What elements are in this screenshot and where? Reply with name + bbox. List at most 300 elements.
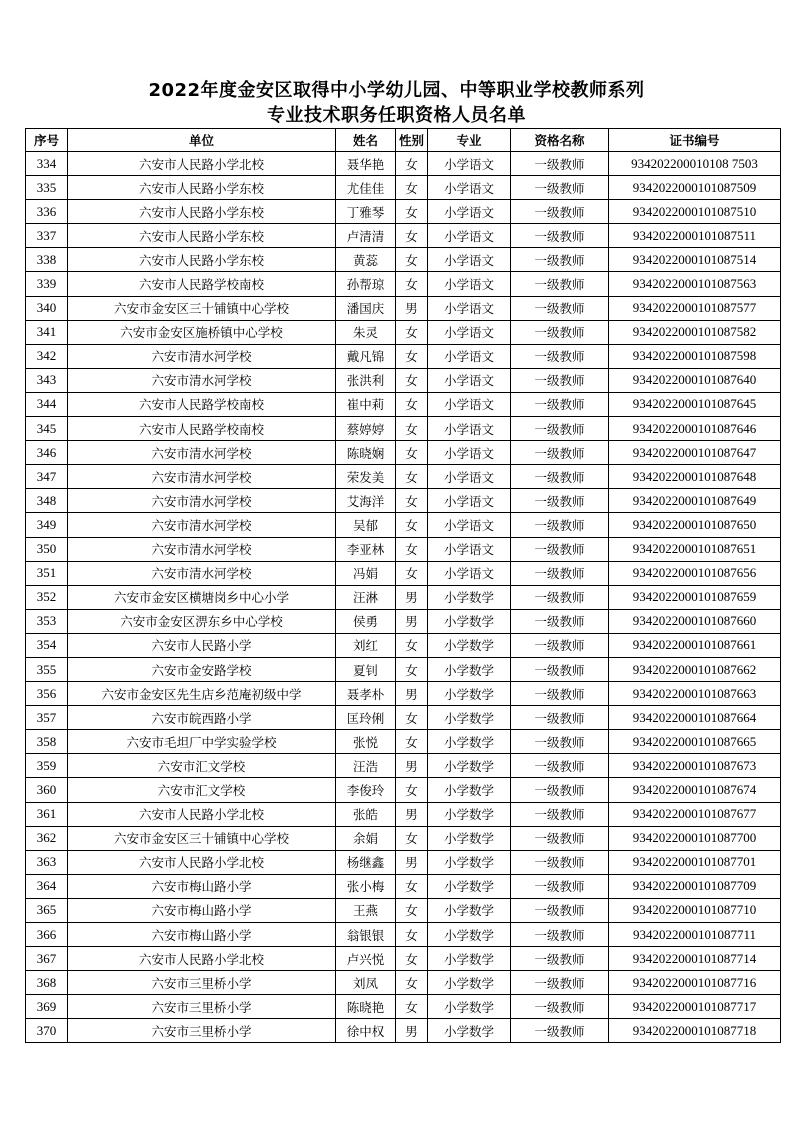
row-qualification: 一级教师 xyxy=(511,320,609,344)
table-row xyxy=(26,296,781,320)
row-major: 小学数学 xyxy=(428,850,511,874)
row-unit: 六安市清水河学校 xyxy=(68,561,336,585)
row-index: 354 xyxy=(26,633,68,657)
table-row xyxy=(26,513,781,537)
table-row xyxy=(26,657,781,681)
row-certificate: 9342022000101087717 xyxy=(609,995,781,1019)
row-major: 小学数学 xyxy=(428,874,511,898)
row-qualification: 一级教师 xyxy=(511,489,609,513)
row-index: 350 xyxy=(26,537,68,561)
row-qualification: 一级教师 xyxy=(511,730,609,754)
row-major: 小学数学 xyxy=(428,826,511,850)
header-major: 专业 xyxy=(428,129,511,152)
row-name: 徐中权 xyxy=(336,1019,396,1043)
row-gender: 男 xyxy=(396,296,428,320)
row-unit: 六安市梅山路小学 xyxy=(68,874,336,898)
row-gender: 女 xyxy=(396,633,428,657)
row-gender: 女 xyxy=(396,344,428,368)
row-gender: 女 xyxy=(396,489,428,513)
row-unit: 六安市金安区三十铺镇中心学校 xyxy=(68,296,336,320)
row-certificate: 9342022000101087651 xyxy=(609,537,781,561)
row-unit: 六安市金安区施桥镇中心学校 xyxy=(68,320,336,344)
row-certificate: 9342022000101087510 xyxy=(609,200,781,224)
row-index: 353 xyxy=(26,609,68,633)
row-qualification: 一级教师 xyxy=(511,200,609,224)
header-gender: 性别 xyxy=(396,129,428,152)
row-certificate: 9342022000101087646 xyxy=(609,417,781,441)
table-row xyxy=(26,200,781,224)
row-certificate: 9342022000101087509 xyxy=(609,176,781,200)
table-header-row xyxy=(26,129,781,152)
row-index: 349 xyxy=(26,513,68,537)
table-row xyxy=(26,176,781,200)
row-unit: 六安市皖西路小学 xyxy=(68,706,336,730)
row-index: 363 xyxy=(26,850,68,874)
row-index: 343 xyxy=(26,368,68,392)
table-row xyxy=(26,706,781,730)
row-gender: 男 xyxy=(396,802,428,826)
table-row xyxy=(26,392,781,416)
table-row xyxy=(26,730,781,754)
row-qualification: 一级教师 xyxy=(511,296,609,320)
row-major: 小学数学 xyxy=(428,730,511,754)
table-row xyxy=(26,850,781,874)
row-index: 337 xyxy=(26,224,68,248)
row-name: 蔡婷婷 xyxy=(336,417,396,441)
row-index: 336 xyxy=(26,200,68,224)
row-gender: 女 xyxy=(396,368,428,392)
row-index: 368 xyxy=(26,971,68,995)
row-certificate: 9342022000101087650 xyxy=(609,513,781,537)
row-name: 夏钊 xyxy=(336,657,396,681)
row-gender: 女 xyxy=(396,947,428,971)
row-certificate: 9342022000101087718 xyxy=(609,1019,781,1043)
row-major: 小学语文 xyxy=(428,392,511,416)
row-major: 小学语文 xyxy=(428,176,511,200)
row-gender: 男 xyxy=(396,850,428,874)
row-gender: 女 xyxy=(396,971,428,995)
row-name: 匡玲俐 xyxy=(336,706,396,730)
row-qualification: 一级教师 xyxy=(511,417,609,441)
row-major: 小学数学 xyxy=(428,1019,511,1043)
row-certificate: 9342022000101087577 xyxy=(609,296,781,320)
row-name: 荣发美 xyxy=(336,465,396,489)
row-certificate: 9342022000101087711 xyxy=(609,923,781,947)
row-index: 338 xyxy=(26,248,68,272)
row-certificate: 9342022000101087649 xyxy=(609,489,781,513)
row-certificate: 9342022000101087673 xyxy=(609,754,781,778)
row-certificate: 9342022000101087511 xyxy=(609,224,781,248)
row-index: 358 xyxy=(26,730,68,754)
row-index: 366 xyxy=(26,923,68,947)
row-qualification: 一级教师 xyxy=(511,971,609,995)
row-unit: 六安市三里桥小学 xyxy=(68,1019,336,1043)
row-certificate: 9342022000101087714 xyxy=(609,947,781,971)
row-certificate: 9342022000101087661 xyxy=(609,633,781,657)
row-unit: 六安市人民路小学 xyxy=(68,633,336,657)
row-qualification: 一级教师 xyxy=(511,850,609,874)
row-name: 汪浩 xyxy=(336,754,396,778)
row-index: 345 xyxy=(26,417,68,441)
row-unit: 六安市三里桥小学 xyxy=(68,995,336,1019)
row-major: 小学数学 xyxy=(428,657,511,681)
row-name: 张皓 xyxy=(336,802,396,826)
row-gender: 女 xyxy=(396,874,428,898)
row-unit: 六安市梅山路小学 xyxy=(68,898,336,922)
row-index: 347 xyxy=(26,465,68,489)
row-name: 戴凡锦 xyxy=(336,344,396,368)
row-certificate: 9342022000101087716 xyxy=(609,971,781,995)
row-unit: 六安市清水河学校 xyxy=(68,441,336,465)
row-qualification: 一级教师 xyxy=(511,248,609,272)
row-gender: 女 xyxy=(396,441,428,465)
row-gender: 女 xyxy=(396,152,428,176)
row-gender: 女 xyxy=(396,272,428,296)
row-certificate: 9342022000101087563 xyxy=(609,272,781,296)
row-index: 357 xyxy=(26,706,68,730)
row-unit: 六安市人民路小学北校 xyxy=(68,947,336,971)
table-row xyxy=(26,609,781,633)
row-certificate: 9342022000101087700 xyxy=(609,826,781,850)
row-unit: 六安市金安区横塘岗乡中心小学 xyxy=(68,585,336,609)
row-name: 聂华艳 xyxy=(336,152,396,176)
row-index: 341 xyxy=(26,320,68,344)
row-gender: 女 xyxy=(396,995,428,1019)
row-gender: 男 xyxy=(396,682,428,706)
row-certificate: 9342022000101087660 xyxy=(609,609,781,633)
row-unit: 六安市清水河学校 xyxy=(68,465,336,489)
row-gender: 男 xyxy=(396,1019,428,1043)
row-name: 汪淋 xyxy=(336,585,396,609)
table-row xyxy=(26,561,781,585)
row-major: 小学数学 xyxy=(428,633,511,657)
row-qualification: 一级教师 xyxy=(511,874,609,898)
row-qualification: 一级教师 xyxy=(511,923,609,947)
row-gender: 女 xyxy=(396,513,428,537)
row-unit: 六安市清水河学校 xyxy=(68,344,336,368)
row-major: 小学语文 xyxy=(428,344,511,368)
row-qualification: 一级教师 xyxy=(511,898,609,922)
row-name: 崔中莉 xyxy=(336,392,396,416)
table-row xyxy=(26,344,781,368)
row-index: 351 xyxy=(26,561,68,585)
table-row xyxy=(26,272,781,296)
row-index: 369 xyxy=(26,995,68,1019)
row-index: 362 xyxy=(26,826,68,850)
row-name: 张悦 xyxy=(336,730,396,754)
row-unit: 六安市人民路小学北校 xyxy=(68,152,336,176)
table-row xyxy=(26,995,781,1019)
row-name: 张洪利 xyxy=(336,368,396,392)
row-major: 小学数学 xyxy=(428,971,511,995)
row-qualification: 一级教师 xyxy=(511,706,609,730)
row-index: 342 xyxy=(26,344,68,368)
row-gender: 男 xyxy=(396,585,428,609)
row-major: 小学语文 xyxy=(428,296,511,320)
row-qualification: 一级教师 xyxy=(511,392,609,416)
row-major: 小学语文 xyxy=(428,368,511,392)
row-index: 361 xyxy=(26,802,68,826)
row-gender: 女 xyxy=(396,898,428,922)
row-major: 小学数学 xyxy=(428,706,511,730)
row-certificate: 9342022000101087664 xyxy=(609,706,781,730)
row-gender: 女 xyxy=(396,320,428,344)
row-index: 340 xyxy=(26,296,68,320)
row-name: 艾海洋 xyxy=(336,489,396,513)
row-qualification: 一级教师 xyxy=(511,826,609,850)
row-qualification: 一级教师 xyxy=(511,802,609,826)
row-gender: 女 xyxy=(396,561,428,585)
row-name: 杨继鑫 xyxy=(336,850,396,874)
row-unit: 六安市人民路小学东校 xyxy=(68,200,336,224)
row-index: 344 xyxy=(26,392,68,416)
header-certificate: 证书编号 xyxy=(609,129,781,152)
table-row xyxy=(26,585,781,609)
row-index: 339 xyxy=(26,272,68,296)
row-unit: 六安市三里桥小学 xyxy=(68,971,336,995)
header-qualification: 资格名称 xyxy=(511,129,609,152)
row-major: 小学数学 xyxy=(428,778,511,802)
row-gender: 女 xyxy=(396,200,428,224)
row-name: 卢兴悦 xyxy=(336,947,396,971)
row-gender: 女 xyxy=(396,778,428,802)
table-row xyxy=(26,489,781,513)
row-unit: 六安市人民路小学东校 xyxy=(68,224,336,248)
row-qualification: 一级教师 xyxy=(511,1019,609,1043)
row-qualification: 一级教师 xyxy=(511,609,609,633)
row-certificate: 9342022000101087709 xyxy=(609,874,781,898)
table-body xyxy=(26,152,781,1043)
row-qualification: 一级教师 xyxy=(511,778,609,802)
row-gender: 女 xyxy=(396,417,428,441)
table-row xyxy=(26,417,781,441)
row-index: 335 xyxy=(26,176,68,200)
row-qualification: 一级教师 xyxy=(511,585,609,609)
row-certificate: 9342022000101087663 xyxy=(609,682,781,706)
row-name: 吴郁 xyxy=(336,513,396,537)
row-unit: 六安市金安区三十铺镇中心学校 xyxy=(68,826,336,850)
row-unit: 六安市汇文学校 xyxy=(68,754,336,778)
row-qualification: 一级教师 xyxy=(511,368,609,392)
table-row xyxy=(26,537,781,561)
row-unit: 六安市毛坦厂中学实验学校 xyxy=(68,730,336,754)
row-unit: 六安市人民路学校南校 xyxy=(68,272,336,296)
row-major: 小学数学 xyxy=(428,754,511,778)
table-row xyxy=(26,874,781,898)
row-gender: 女 xyxy=(396,392,428,416)
row-certificate: 9342022000101087645 xyxy=(609,392,781,416)
row-name: 陈晓艳 xyxy=(336,995,396,1019)
row-name: 丁雅琴 xyxy=(336,200,396,224)
header-index: 序号 xyxy=(26,129,68,152)
row-index: 352 xyxy=(26,585,68,609)
personnel-table xyxy=(25,128,781,1043)
row-name: 李亚林 xyxy=(336,537,396,561)
row-gender: 女 xyxy=(396,730,428,754)
table-row xyxy=(26,682,781,706)
row-major: 小学语文 xyxy=(428,152,511,176)
row-major: 小学语文 xyxy=(428,537,511,561)
row-unit: 六安市人民路学校南校 xyxy=(68,392,336,416)
row-gender: 男 xyxy=(396,609,428,633)
row-unit: 六安市金安路学校 xyxy=(68,657,336,681)
row-gender: 女 xyxy=(396,465,428,489)
row-name: 冯娟 xyxy=(336,561,396,585)
row-major: 小学语文 xyxy=(428,224,511,248)
table-row xyxy=(26,248,781,272)
row-gender: 女 xyxy=(396,706,428,730)
row-name: 陈晓娴 xyxy=(336,441,396,465)
row-name: 侯勇 xyxy=(336,609,396,633)
row-major: 小学数学 xyxy=(428,609,511,633)
row-unit: 六安市人民路小学东校 xyxy=(68,176,336,200)
row-index: 359 xyxy=(26,754,68,778)
row-qualification: 一级教师 xyxy=(511,513,609,537)
table-row xyxy=(26,633,781,657)
row-name: 刘凤 xyxy=(336,971,396,995)
table-row xyxy=(26,778,781,802)
row-qualification: 一级教师 xyxy=(511,344,609,368)
row-major: 小学语文 xyxy=(428,441,511,465)
row-certificate: 9342022000101087648 xyxy=(609,465,781,489)
table-row xyxy=(26,1019,781,1043)
row-major: 小学语文 xyxy=(428,417,511,441)
row-name: 刘红 xyxy=(336,633,396,657)
row-index: 334 xyxy=(26,152,68,176)
row-certificate: 9342022000101087710 xyxy=(609,898,781,922)
table-row xyxy=(26,923,781,947)
row-certificate: 9342022000101087656 xyxy=(609,561,781,585)
row-index: 346 xyxy=(26,441,68,465)
row-unit: 六安市人民路学校南校 xyxy=(68,417,336,441)
row-qualification: 一级教师 xyxy=(511,995,609,1019)
row-name: 余娟 xyxy=(336,826,396,850)
row-qualification: 一级教师 xyxy=(511,657,609,681)
row-qualification: 一级教师 xyxy=(511,754,609,778)
row-gender: 女 xyxy=(396,176,428,200)
row-certificate: 9342022000101087647 xyxy=(609,441,781,465)
row-qualification: 一级教师 xyxy=(511,272,609,296)
row-name: 张小梅 xyxy=(336,874,396,898)
row-gender: 女 xyxy=(396,923,428,947)
row-name: 李俊玲 xyxy=(336,778,396,802)
row-name: 朱灵 xyxy=(336,320,396,344)
row-index: 364 xyxy=(26,874,68,898)
row-index: 370 xyxy=(26,1019,68,1043)
row-unit: 六安市清水河学校 xyxy=(68,513,336,537)
row-qualification: 一级教师 xyxy=(511,537,609,561)
header-name: 姓名 xyxy=(336,129,396,152)
row-major: 小学数学 xyxy=(428,923,511,947)
row-major: 小学数学 xyxy=(428,682,511,706)
header-unit: 单位 xyxy=(68,129,336,152)
row-major: 小学数学 xyxy=(428,585,511,609)
row-unit: 六安市人民路小学东校 xyxy=(68,248,336,272)
row-name: 黄蕊 xyxy=(336,248,396,272)
row-qualification: 一级教师 xyxy=(511,682,609,706)
table-row xyxy=(26,802,781,826)
row-major: 小学数学 xyxy=(428,995,511,1019)
row-gender: 女 xyxy=(396,826,428,850)
row-certificate: 9342022000101087677 xyxy=(609,802,781,826)
row-unit: 六安市清水河学校 xyxy=(68,537,336,561)
row-major: 小学语文 xyxy=(428,513,511,537)
row-qualification: 一级教师 xyxy=(511,561,609,585)
row-major: 小学数学 xyxy=(428,947,511,971)
row-qualification: 一级教师 xyxy=(511,176,609,200)
table-row xyxy=(26,754,781,778)
table-row xyxy=(26,971,781,995)
row-gender: 女 xyxy=(396,537,428,561)
row-major: 小学语文 xyxy=(428,489,511,513)
row-unit: 六安市清水河学校 xyxy=(68,368,336,392)
row-certificate: 9342022000101087659 xyxy=(609,585,781,609)
row-index: 356 xyxy=(26,682,68,706)
table-row xyxy=(26,947,781,971)
row-qualification: 一级教师 xyxy=(511,947,609,971)
row-gender: 女 xyxy=(396,248,428,272)
row-name: 尤佳佳 xyxy=(336,176,396,200)
row-index: 367 xyxy=(26,947,68,971)
row-unit: 六安市金安区淠东乡中心学校 xyxy=(68,609,336,633)
table-row xyxy=(26,465,781,489)
row-major: 小学数学 xyxy=(428,898,511,922)
row-qualification: 一级教师 xyxy=(511,152,609,176)
row-certificate: 9342022000101087582 xyxy=(609,320,781,344)
row-gender: 女 xyxy=(396,224,428,248)
row-certificate: 9342022000101087674 xyxy=(609,778,781,802)
row-certificate: 934202200010108 7503 xyxy=(609,152,781,176)
table-row xyxy=(26,441,781,465)
row-certificate: 9342022000101087701 xyxy=(609,850,781,874)
row-name: 卢清清 xyxy=(336,224,396,248)
row-unit: 六安市梅山路小学 xyxy=(68,923,336,947)
row-certificate: 9342022000101087640 xyxy=(609,368,781,392)
row-index: 360 xyxy=(26,778,68,802)
row-name: 翁银银 xyxy=(336,923,396,947)
row-index: 355 xyxy=(26,657,68,681)
table-row xyxy=(26,898,781,922)
table-row xyxy=(26,320,781,344)
document-title: 2022年度金安区取得中小学幼儿园、中等职业学校教师系列 xyxy=(148,80,645,101)
table-row xyxy=(26,152,781,176)
row-unit: 六安市清水河学校 xyxy=(68,489,336,513)
row-name: 聂孝朴 xyxy=(336,682,396,706)
row-certificate: 9342022000101087598 xyxy=(609,344,781,368)
row-certificate: 9342022000101087665 xyxy=(609,730,781,754)
row-qualification: 一级教师 xyxy=(511,633,609,657)
row-major: 小学语文 xyxy=(428,200,511,224)
row-major: 小学语文 xyxy=(428,248,511,272)
row-index: 365 xyxy=(26,898,68,922)
row-major: 小学数学 xyxy=(428,802,511,826)
row-index: 348 xyxy=(26,489,68,513)
row-name: 孙帮琼 xyxy=(336,272,396,296)
row-major: 小学语文 xyxy=(428,320,511,344)
row-certificate: 9342022000101087514 xyxy=(609,248,781,272)
row-unit: 六安市人民路小学北校 xyxy=(68,850,336,874)
row-certificate: 9342022000101087662 xyxy=(609,657,781,681)
document-subtitle: 专业技术职务任职资格人员名单 xyxy=(267,105,526,126)
table-row xyxy=(26,826,781,850)
row-major: 小学语文 xyxy=(428,465,511,489)
row-major: 小学语文 xyxy=(428,272,511,296)
row-qualification: 一级教师 xyxy=(511,224,609,248)
row-unit: 六安市汇文学校 xyxy=(68,778,336,802)
table-row xyxy=(26,368,781,392)
row-qualification: 一级教师 xyxy=(511,465,609,489)
row-gender: 女 xyxy=(396,657,428,681)
